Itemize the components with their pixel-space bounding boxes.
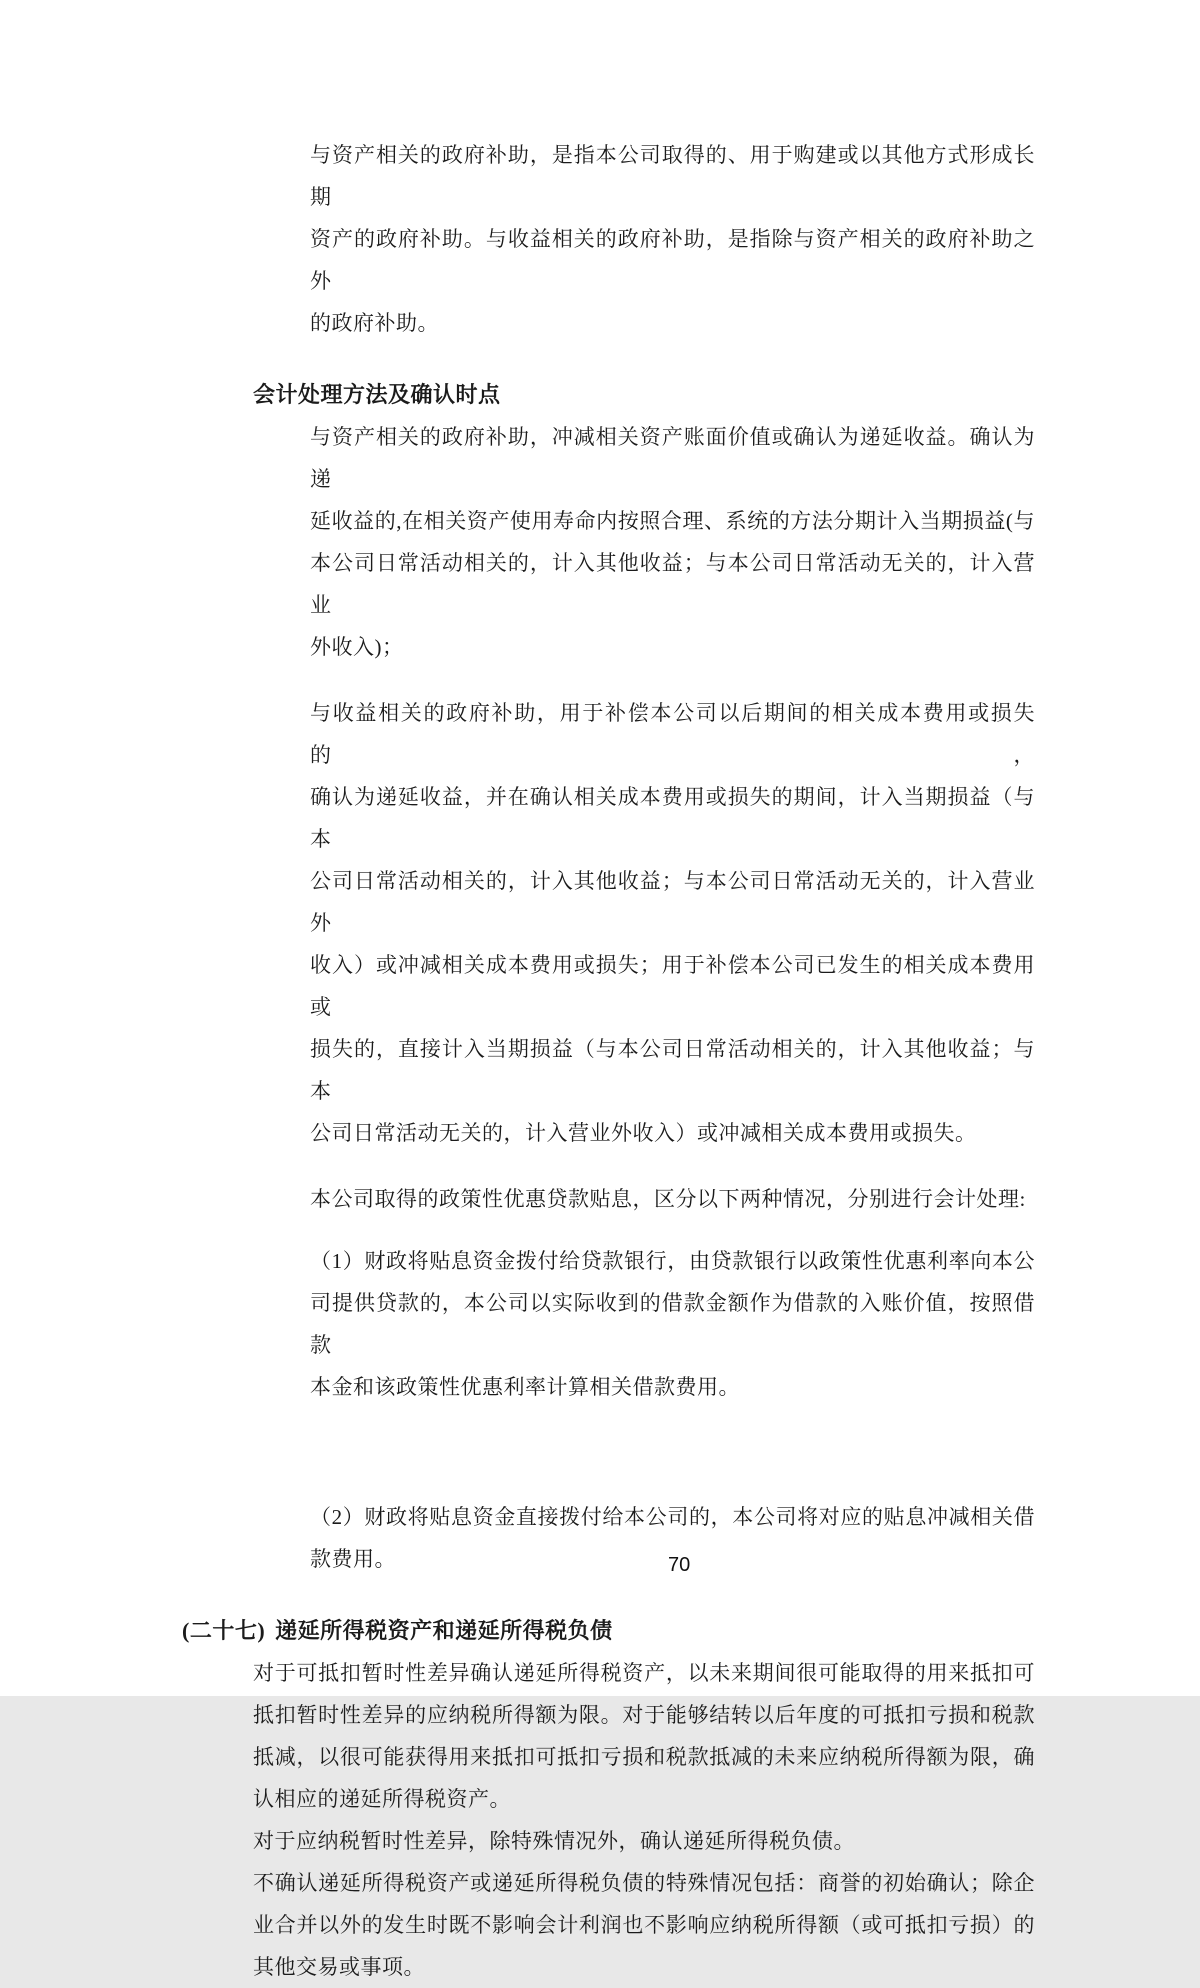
paragraph-line: 本金和该政策性优惠利率计算相关借款费用。 bbox=[310, 1375, 740, 1399]
paragraph-line: 收入）或冲减相关成本费用或损失；用于补偿本公司已发生的相关成本费用或 bbox=[310, 953, 1035, 1019]
paragraph-line: 外收入)； bbox=[310, 635, 404, 659]
paragraph-line: 本公司取得的政策性优惠贷款贴息，区分以下两种情况，分别进行会计处理: bbox=[310, 1187, 1026, 1211]
deferred-tax-exceptions-paragraph bbox=[253, 1862, 1035, 1988]
paragraph-line: 对于应纳税暂时性差异，除特殊情况外，确认递延所得税负债。 bbox=[253, 1829, 855, 1853]
heading-number: (二十七) bbox=[182, 1618, 266, 1643]
policy-loan-intro-paragraph bbox=[310, 1178, 1035, 1220]
paragraph-line: 延收益的,在相关资产使用寿命内按照合理、系统的方法分期计入当期损益(与 bbox=[310, 509, 1035, 533]
intro-paragraph bbox=[310, 134, 1035, 344]
paragraph-line: 其他交易或事项。 bbox=[253, 1955, 425, 1979]
document-body bbox=[0, 134, 1200, 1988]
paragraph-line: 不确认递延所得税资产或递延所得税负债的特殊情况包括：商誉的初始确认；除企 bbox=[253, 1871, 1035, 1895]
paragraph-line: 与收益相关的政府补助，用于补偿本公司以后期间的相关成本费用或损失的， bbox=[310, 701, 1035, 767]
accounting-treatment-heading: 会计处理方法及确认时点 bbox=[253, 382, 501, 407]
deferred-tax-recognition-paragraph bbox=[253, 1652, 1035, 1820]
paragraph-line: 与资产相关的政府补助，是指本公司取得的、用于购建或以其他方式形成长期 bbox=[310, 143, 1035, 209]
page-number: 70 bbox=[668, 1554, 691, 1576]
paragraph-line: 业合并以外的发生时既不影响会计利润也不影响应纳税所得额（或可抵扣亏损）的 bbox=[253, 1913, 1035, 1937]
paragraph-line: 资产的政府补助。与收益相关的政府补助，是指除与资产相关的政府补助之外 bbox=[310, 227, 1035, 293]
paragraph-line: 抵减，以很可能获得用来抵扣可抵扣亏损和税款抵减的未来应纳税所得额为限，确 bbox=[253, 1745, 1035, 1769]
policy-loan-case1-paragraph bbox=[310, 1240, 1035, 1408]
paragraph-line: 的政府补助。 bbox=[310, 311, 439, 335]
paragraph-line: 本公司日常活动相关的，计入其他收益；与本公司日常活动无关的，计入营业 bbox=[310, 551, 1035, 617]
paragraph-line: 公司日常活动无关的，计入营业外收入）或冲减相关成本费用或损失。 bbox=[310, 1121, 977, 1145]
paragraph-line: 确认为递延收益，并在确认相关成本费用或损失的期间，计入当期损益（与本 bbox=[310, 785, 1035, 851]
paragraph-line: 与资产相关的政府补助，冲减相关资产账面价值或确认为递延收益。确认为递 bbox=[310, 425, 1035, 491]
paragraph-line: 款费用。 bbox=[310, 1547, 396, 1571]
paragraph-line: （1）财政将贴息资金拨付给贷款银行，由贷款银行以政策性优惠利率向本公 bbox=[310, 1249, 1035, 1273]
asset-subsidy-paragraph bbox=[310, 416, 1035, 668]
paragraph-line: 公司日常活动相关的，计入其他收益；与本公司日常活动无关的，计入营业外 bbox=[310, 869, 1035, 935]
taxable-difference-paragraph bbox=[253, 1820, 1035, 1862]
paragraph-line: 司提供贷款的，本公司以实际收到的借款金额作为借款的入账价值，按照借款 bbox=[310, 1291, 1035, 1357]
paragraph-line: （2）财政将贴息资金直接拨付给本公司的，本公司将对应的贴息冲减相关借 bbox=[310, 1505, 1035, 1529]
paragraph-line: 抵扣暂时性差异的应纳税所得额为限。对于能够结转以后年度的可抵扣亏损和税款 bbox=[253, 1703, 1035, 1727]
paragraph-line: 损失的，直接计入当期损益（与本公司日常活动相关的，计入其他收益；与本 bbox=[310, 1037, 1035, 1103]
heading-title: 递延所得税资产和递延所得税负债 bbox=[275, 1618, 613, 1643]
income-subsidy-paragraph bbox=[310, 692, 1035, 1154]
paragraph-line: 认相应的递延所得税资产。 bbox=[253, 1787, 511, 1811]
deferred-tax-section-heading bbox=[182, 1610, 1200, 1652]
paragraph-line: 对于可抵扣暂时性差异确认递延所得税资产，以未来期间很可能取得的用来抵扣可 bbox=[253, 1661, 1035, 1685]
